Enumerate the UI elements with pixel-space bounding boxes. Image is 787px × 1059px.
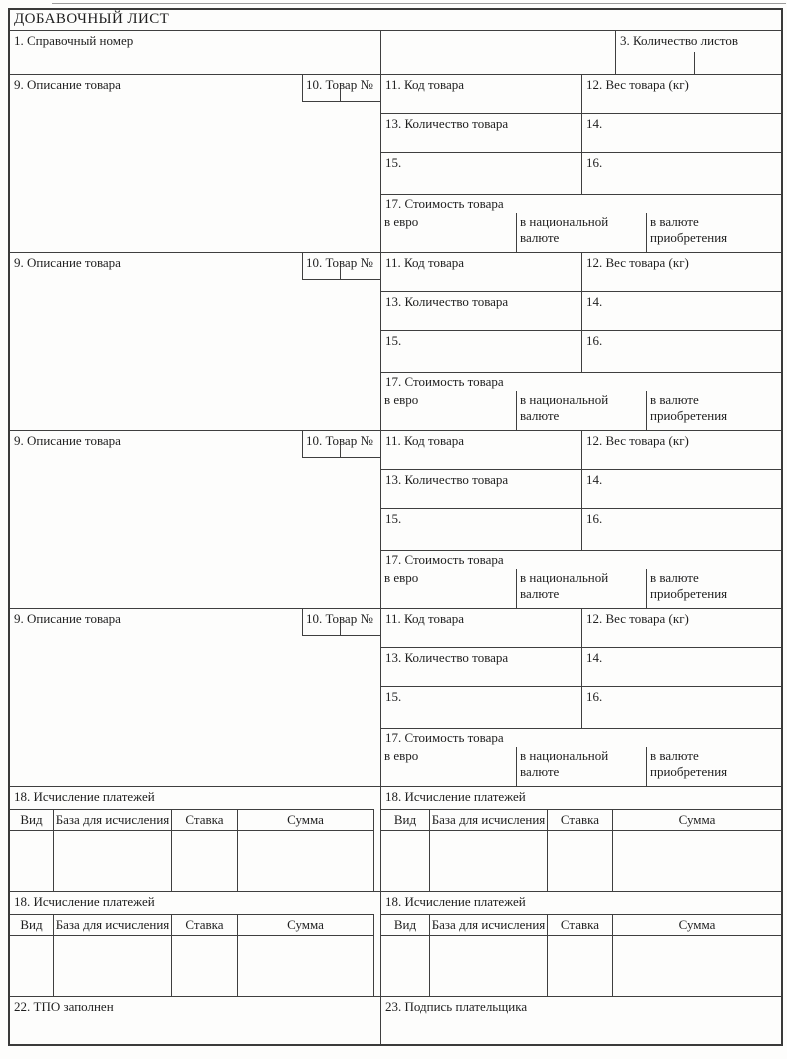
col-rate-header: Ставка — [548, 810, 612, 831]
field-15-label: 15. — [385, 511, 402, 526]
col-sum-header: Сумма — [238, 915, 373, 936]
item-number-box — [302, 431, 380, 458]
value-purchase-cell — [646, 747, 781, 786]
col-sum-header: Сумма — [613, 810, 781, 831]
col-base — [54, 810, 172, 891]
field-16-cell — [582, 153, 781, 194]
scan-artifact-line — [52, 3, 786, 4]
goods-details — [381, 75, 781, 252]
signature-label: 23. Подпись плательщика — [385, 999, 528, 1014]
value-cell — [381, 729, 781, 786]
col-type-header: Вид — [10, 915, 53, 936]
form-title-row — [10, 10, 781, 31]
payments-section — [381, 787, 781, 891]
value-eur-cell — [381, 213, 516, 252]
item-number-label: 10. Товар № — [306, 611, 373, 626]
field-15-cell — [381, 153, 582, 194]
code-label: 11. Код товара — [385, 611, 465, 626]
col-type-header: Вид — [381, 915, 429, 936]
field-15-cell — [381, 687, 582, 728]
code-label: 11. Код товара — [385, 433, 465, 448]
col-type — [381, 915, 430, 996]
goods-block-3 — [10, 431, 781, 609]
weight-cell — [582, 75, 781, 113]
value-label: 17. Стоимость товара — [385, 730, 504, 745]
description-label: 9. Описание товара — [14, 433, 121, 448]
field-16-label: 16. — [586, 155, 603, 170]
description-label: 9. Описание товара — [14, 255, 121, 270]
col-base — [54, 915, 172, 996]
value-national-label: в национальной валюте — [520, 748, 609, 780]
goods-details — [381, 431, 781, 608]
field-16-label: 16. — [586, 689, 603, 704]
field-16-cell — [582, 331, 781, 372]
value-purchase-label: в валюте приобретения — [650, 570, 728, 602]
col-sum-header: Сумма — [613, 915, 781, 936]
item-number-label: 10. Товар № — [306, 255, 373, 270]
tpo-cell — [10, 997, 381, 1044]
field-14-cell — [582, 648, 781, 686]
col-type-header: Вид — [381, 810, 429, 831]
form-title: ДОБАВОЧНЫЙ ЛИСТ — [14, 11, 170, 27]
field-14-cell — [582, 470, 781, 508]
payments-title: 18. Исчисление платежей — [385, 789, 526, 804]
col-sum — [613, 810, 781, 891]
value-purchase-cell — [646, 213, 781, 252]
value-purchase-label: в валюте приобретения — [650, 748, 728, 780]
item-number-divider — [340, 267, 341, 279]
item-number-divider — [340, 445, 341, 457]
value-eur-cell — [381, 569, 516, 608]
quantity-label: 13. Количество товара — [385, 650, 509, 665]
quantity-label: 13. Количество товара — [385, 472, 509, 487]
col-type — [10, 810, 54, 891]
payments-section — [10, 787, 381, 891]
col-base-header: База для исчисления — [430, 810, 547, 831]
col-rate — [548, 810, 613, 891]
col-sum — [613, 915, 781, 996]
item-number-divider — [340, 89, 341, 101]
payments-section — [10, 892, 381, 996]
payments-row-2 — [10, 892, 781, 997]
field-15-label: 15. — [385, 333, 402, 348]
value-eur-label: в евро — [384, 748, 419, 763]
field-15-label: 15. — [385, 155, 402, 170]
value-national-label: в национальной валюте — [520, 214, 609, 246]
value-eur-cell — [381, 747, 516, 786]
footer-row — [10, 997, 781, 1044]
col-base — [430, 810, 548, 891]
value-national-cell — [516, 391, 646, 430]
col-rate-header: Ставка — [548, 915, 612, 936]
payments-title: 18. Исчисление платежей — [14, 894, 155, 909]
code-label: 11. Код товара — [385, 77, 465, 92]
quantity-cell — [381, 114, 582, 152]
description-cell — [10, 609, 381, 786]
payments-title: 18. Исчисление платежей — [385, 894, 526, 909]
quantity-cell — [381, 292, 582, 330]
value-national-label: в национальной валюте — [520, 570, 609, 602]
weight-cell — [582, 253, 781, 291]
value-national-label: в национальной валюте — [520, 392, 609, 424]
sheets-count-divider — [694, 52, 695, 74]
field-15-cell — [381, 331, 582, 372]
value-cell — [381, 551, 781, 608]
value-national-cell — [516, 213, 646, 252]
goods-details — [381, 609, 781, 786]
item-number-box — [302, 609, 380, 636]
col-type — [381, 810, 430, 891]
weight-label: 12. Вес товара (кг) — [586, 611, 689, 626]
code-cell — [381, 253, 582, 291]
col-base-header: База для исчисления — [54, 915, 171, 936]
value-label: 17. Стоимость товара — [385, 374, 504, 389]
goods-block-1 — [10, 75, 781, 253]
field-16-cell — [582, 509, 781, 550]
col-type — [10, 915, 54, 996]
value-purchase-cell — [646, 569, 781, 608]
col-rate — [548, 915, 613, 996]
value-label: 17. Стоимость товара — [385, 196, 504, 211]
col-rate — [172, 810, 238, 891]
col-rate — [172, 915, 238, 996]
weight-label: 12. Вес товара (кг) — [586, 77, 689, 92]
field-15-cell — [381, 509, 582, 550]
weight-label: 12. Вес товара (кг) — [586, 433, 689, 448]
quantity-label: 13. Количество товара — [385, 116, 509, 131]
value-eur-label: в евро — [384, 392, 419, 407]
value-purchase-cell — [646, 391, 781, 430]
weight-label: 12. Вес товара (кг) — [586, 255, 689, 270]
field-14-label: 14. — [586, 116, 603, 131]
value-cell — [381, 373, 781, 430]
reference-number-cell — [10, 31, 381, 74]
col-sum — [238, 915, 373, 996]
value-cell — [381, 195, 781, 252]
weight-cell — [582, 431, 781, 469]
field-14-cell — [582, 114, 781, 152]
code-cell — [381, 609, 582, 647]
quantity-cell — [381, 648, 582, 686]
field-14-cell — [582, 292, 781, 330]
value-eur-cell — [381, 391, 516, 430]
weight-cell — [582, 609, 781, 647]
item-number-box — [302, 253, 380, 280]
col-base-header: База для исчисления — [54, 810, 171, 831]
payments-table — [10, 809, 374, 891]
value-purchase-label: в валюте приобретения — [650, 214, 728, 246]
field-16-label: 16. — [586, 333, 603, 348]
description-cell — [10, 431, 381, 608]
description-cell — [10, 253, 381, 430]
value-national-cell — [516, 569, 646, 608]
goods-details — [381, 253, 781, 430]
item-number-box — [302, 75, 380, 102]
item-number-label: 10. Товар № — [306, 433, 373, 448]
col-sum-header: Сумма — [238, 810, 373, 831]
col-rate-header: Ставка — [172, 810, 237, 831]
sheets-count-label: 3. Количество листов — [620, 33, 739, 48]
item-number-divider — [340, 623, 341, 635]
value-label: 17. Стоимость товара — [385, 552, 504, 567]
field-16-label: 16. — [586, 511, 603, 526]
code-label: 11. Код товара — [385, 255, 465, 270]
field-15-label: 15. — [385, 689, 402, 704]
col-rate-header: Ставка — [172, 915, 237, 936]
goods-block-4 — [10, 609, 781, 787]
value-purchase-label: в валюте приобретения — [650, 392, 728, 424]
field-14-label: 14. — [586, 294, 603, 309]
field-14-label: 14. — [586, 472, 603, 487]
item-number-label: 10. Товар № — [306, 77, 373, 92]
header-row — [10, 31, 781, 75]
col-sum — [238, 810, 373, 891]
code-cell — [381, 75, 582, 113]
signature-cell — [381, 997, 781, 1044]
payments-section — [381, 892, 781, 996]
value-national-cell — [516, 747, 646, 786]
header-right-cell — [381, 31, 781, 74]
payments-title: 18. Исчисление платежей — [14, 789, 155, 804]
field-14-label: 14. — [586, 650, 603, 665]
col-base-header: База для исчисления — [430, 915, 547, 936]
reference-number-label: 1. Справочный номер — [14, 33, 134, 48]
field-16-cell — [582, 687, 781, 728]
quantity-label: 13. Количество товара — [385, 294, 509, 309]
col-type-header: Вид — [10, 810, 53, 831]
tpo-label: 22. ТПО заполнен — [14, 999, 114, 1014]
goods-block-2 — [10, 253, 781, 431]
description-label: 9. Описание товара — [14, 77, 121, 92]
sheets-count-box — [615, 31, 781, 74]
payments-table — [381, 914, 781, 996]
code-cell — [381, 431, 582, 469]
col-base — [430, 915, 548, 996]
supplementary-sheet-form — [8, 8, 783, 1046]
quantity-cell — [381, 470, 582, 508]
payments-table — [10, 914, 374, 996]
description-label: 9. Описание товара — [14, 611, 121, 626]
value-eur-label: в евро — [384, 570, 419, 585]
payments-table — [381, 809, 781, 891]
payments-row-1 — [10, 787, 781, 892]
description-cell — [10, 75, 381, 252]
value-eur-label: в евро — [384, 214, 419, 229]
